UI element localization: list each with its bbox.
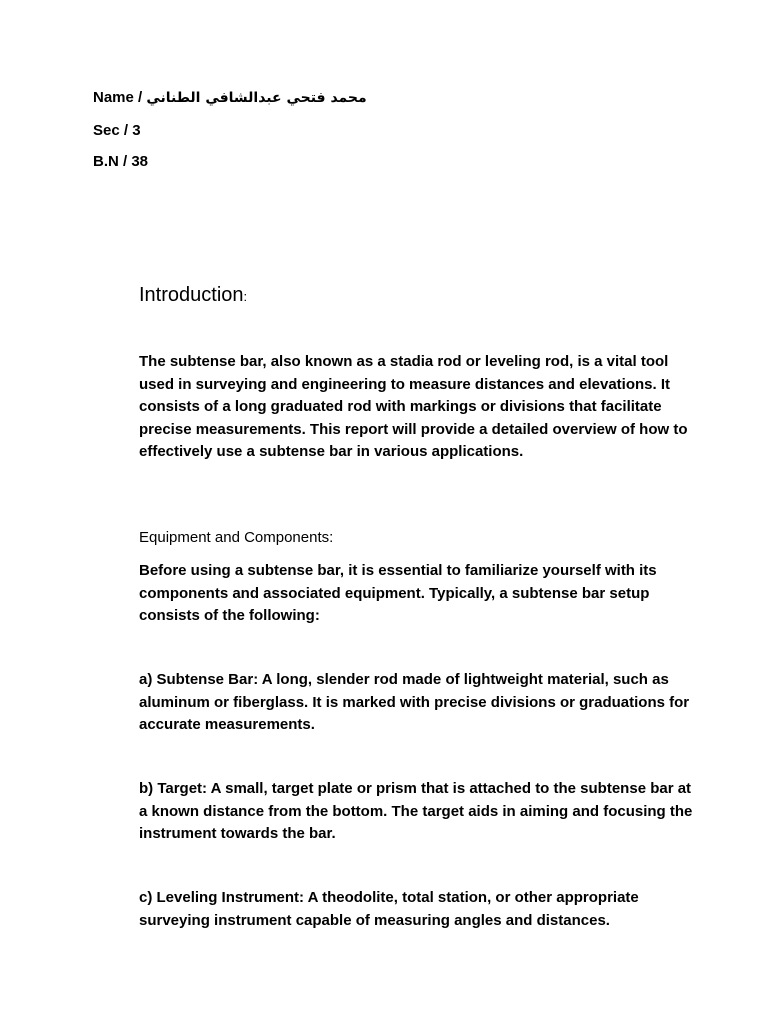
bench-number-line: B.N / 38 xyxy=(93,153,149,170)
section-line: Sec / 3 xyxy=(93,122,141,139)
student-name-line xyxy=(93,88,367,108)
list-item-leveling-instrument: c) Leveling Instrument: A theodolite, total station, or other appropriate surveying instrument capable of measuring angles and distances. xyxy=(139,889,639,929)
student-name: محمد فتحي عبدالشافي الطناني xyxy=(146,90,367,106)
name-label: Name / xyxy=(93,89,147,106)
introduction-heading-text: Introduction xyxy=(139,284,244,306)
list-item-subtense-bar: a) Subtense Bar: A long, slender rod made of lightweight material, such as aluminum or fiberglass. It is marked with precise divisions or graduations for accurate measurements. xyxy=(139,671,690,733)
equipment-heading: Equipment and Components: xyxy=(139,529,334,546)
equipment-paragraph: Before using a subtense bar, it is essential to familiarize yourself with its components and associated equipment. Typically, a subtense bar setup consists of the following: xyxy=(139,562,657,624)
introduction-heading xyxy=(139,282,247,310)
introduction-paragraph: The subtense bar, also known as a stadia rod or leveling rod, is a vital tool used in surveying and engineering to measure distances and elevations. It consists of a long graduated rod with markings or divisions that facilitate precise measurements. This report will provide a detailed overview of how to effectively use a subtense bar in various applications. xyxy=(139,353,688,460)
introduction-heading-colon: : xyxy=(243,289,248,304)
list-item-target: b) Target: A small, target plate or prism that is attached to the subtense bar at a known distance from the bottom. The target aids in aiming and focusing the instrument towards the bar. xyxy=(139,780,693,842)
